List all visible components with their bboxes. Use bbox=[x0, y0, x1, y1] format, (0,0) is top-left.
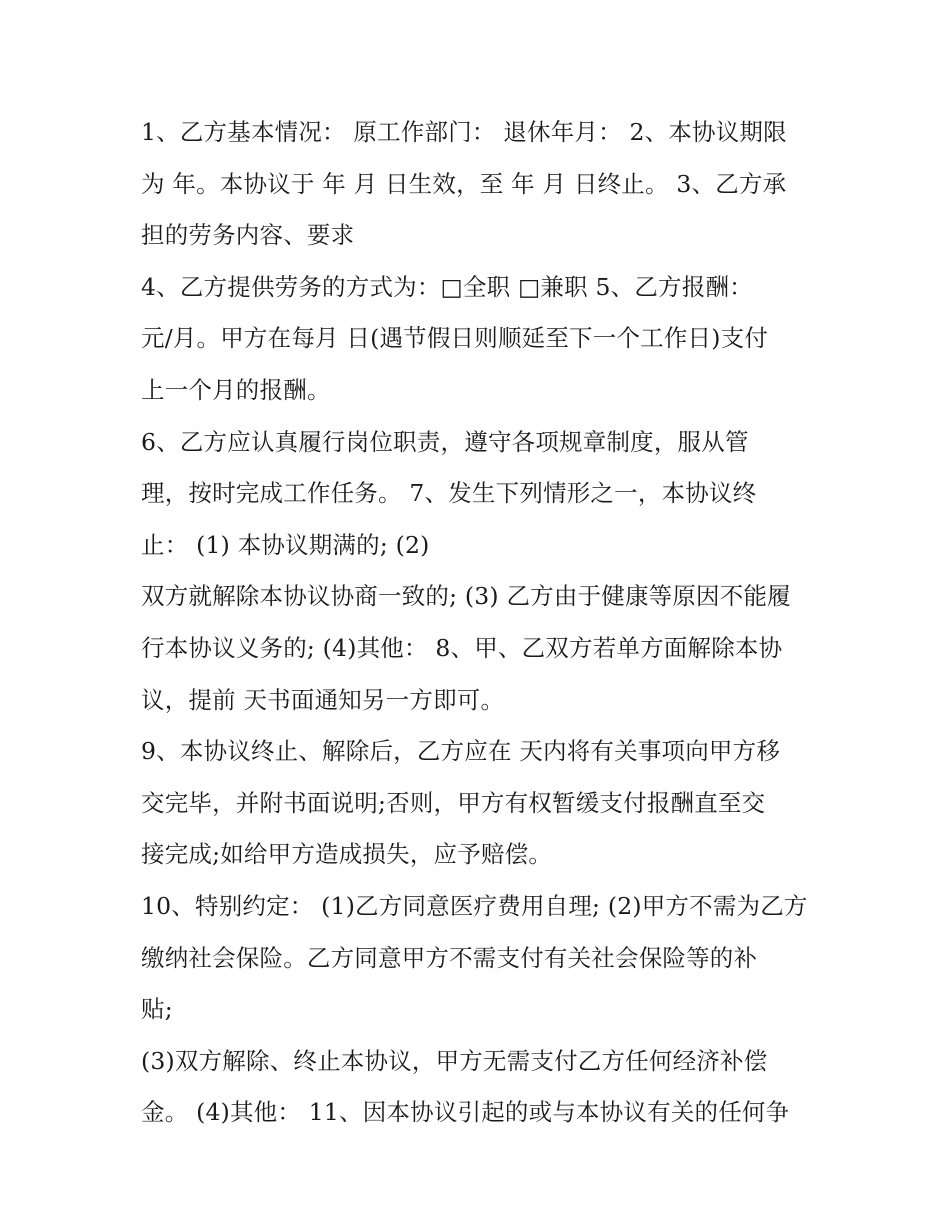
text-line: 行本协议义务的; (4)其他： 8、甲、乙双方若单方面解除本协 bbox=[141, 633, 783, 662]
text-line: 9、本协议终止、解除后，乙方应在 天内将有关事项向甲方移 bbox=[141, 737, 781, 766]
text-line: 1、乙方基本情况： 原工作部门： 退休年月： 2、本协议期限 bbox=[141, 118, 787, 146]
text-line: 止： (1) 本协议期满的; (2) bbox=[141, 530, 430, 559]
text-line: 金。 (4)其他： 11、因本协议引起的或与本协议有关的任何争 bbox=[141, 1098, 790, 1127]
text-line: 接完成;如给甲方造成损失，应予赔偿。 bbox=[141, 840, 553, 869]
text-line: 上一个月的报酬。 bbox=[141, 375, 331, 404]
text-line: 双方就解除本协议协商一致的; (3) 乙方由于健康等原因不能履 bbox=[141, 582, 791, 611]
text-line: 担的劳务内容、要求 bbox=[141, 221, 355, 250]
text-line: 为 年。本协议于 年 月 日生效，至 年 月 日终止。 3、乙方承 bbox=[141, 169, 787, 198]
text-line: 理，按时完成工作任务。 7、发生下列情形之一，本协议终 bbox=[141, 479, 757, 508]
text-line: 元/月。甲方在每月 日(遇节假日则顺延至下一个工作日)支付 bbox=[141, 324, 769, 353]
text-line: 议，提前 天书面通知另一方即可。 bbox=[141, 685, 505, 714]
text-line: 缴纳社会保险。乙方同意甲方不需支付有关社会保险等的补 bbox=[141, 943, 758, 972]
text-line: 6、乙方应认真履行岗位职责，遵守各项规章制度，服从管 bbox=[141, 427, 749, 456]
text-line: (3)双方解除、终止本协议，甲方无需支付乙方任何经济补偿 bbox=[141, 1046, 768, 1075]
agreement-body bbox=[141, 107, 821, 1139]
text-line: 4、乙方提供劳务的方式为：□全职 □兼职 5、乙方报酬： bbox=[141, 272, 753, 301]
text-line: 10、特别约定： (1)乙方同意医疗费用自理; (2)甲方不需为乙方 bbox=[141, 891, 808, 920]
text-line: 贴; bbox=[141, 995, 173, 1024]
text-line: 交完毕，并附书面说明;否则，甲方有权暂缓支付报酬直至交 bbox=[141, 788, 766, 817]
